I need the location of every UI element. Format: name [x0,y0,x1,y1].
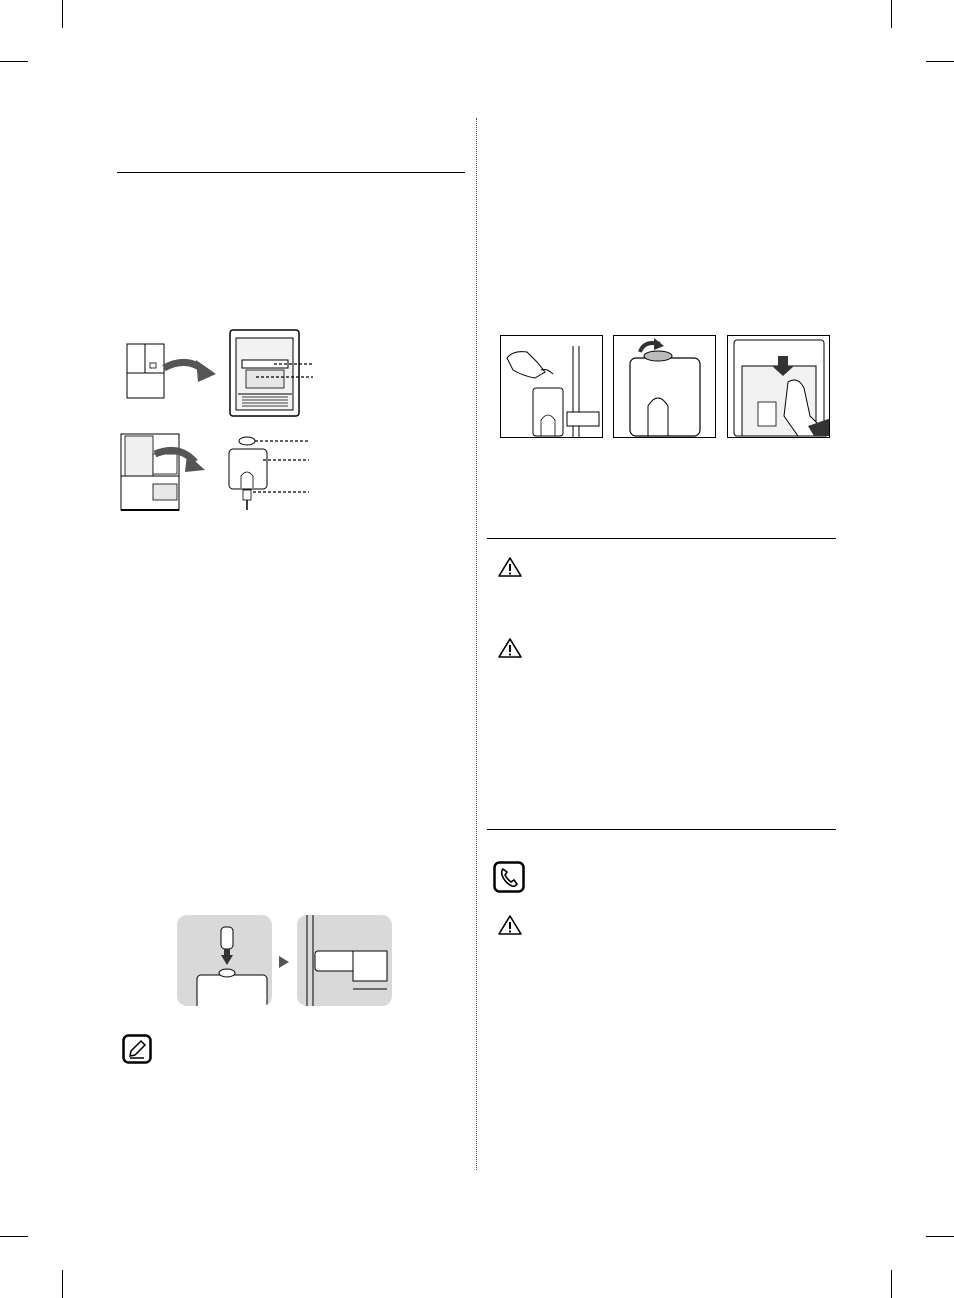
crop-mark-br-h [926,1236,954,1237]
water-tank-parts-illustration [119,432,315,514]
note-pencil-icon [122,1034,152,1064]
section-rule-right-1 [487,538,836,539]
fill-tank-illustration [500,335,603,438]
tank-valve-install-panel-1 [177,915,272,1006]
crop-mark-bl-h [0,1236,28,1237]
phone-service-icon [493,861,525,893]
crop-mark-bl-v [62,1270,63,1298]
crop-mark-tr-v [891,0,892,28]
fridge-to-dispenser-illustration [124,328,314,418]
crop-mark-tr-h [926,61,954,62]
step-arrow-icon [279,956,289,968]
dispense-water-illustration [727,335,830,438]
crop-mark-tl-v [62,0,63,28]
tank-valve-install-panel-2 [297,915,392,1006]
crop-mark-tl-h [0,61,28,62]
warning-triangle-icon [497,914,523,936]
section-rule-right-2 [487,829,836,830]
crop-mark-br-v [891,1270,892,1298]
column-divider [476,118,477,1170]
close-lid-illustration [613,335,716,438]
warning-triangle-icon [497,637,523,659]
warning-triangle-icon [497,556,523,578]
section-rule-left [117,172,465,173]
